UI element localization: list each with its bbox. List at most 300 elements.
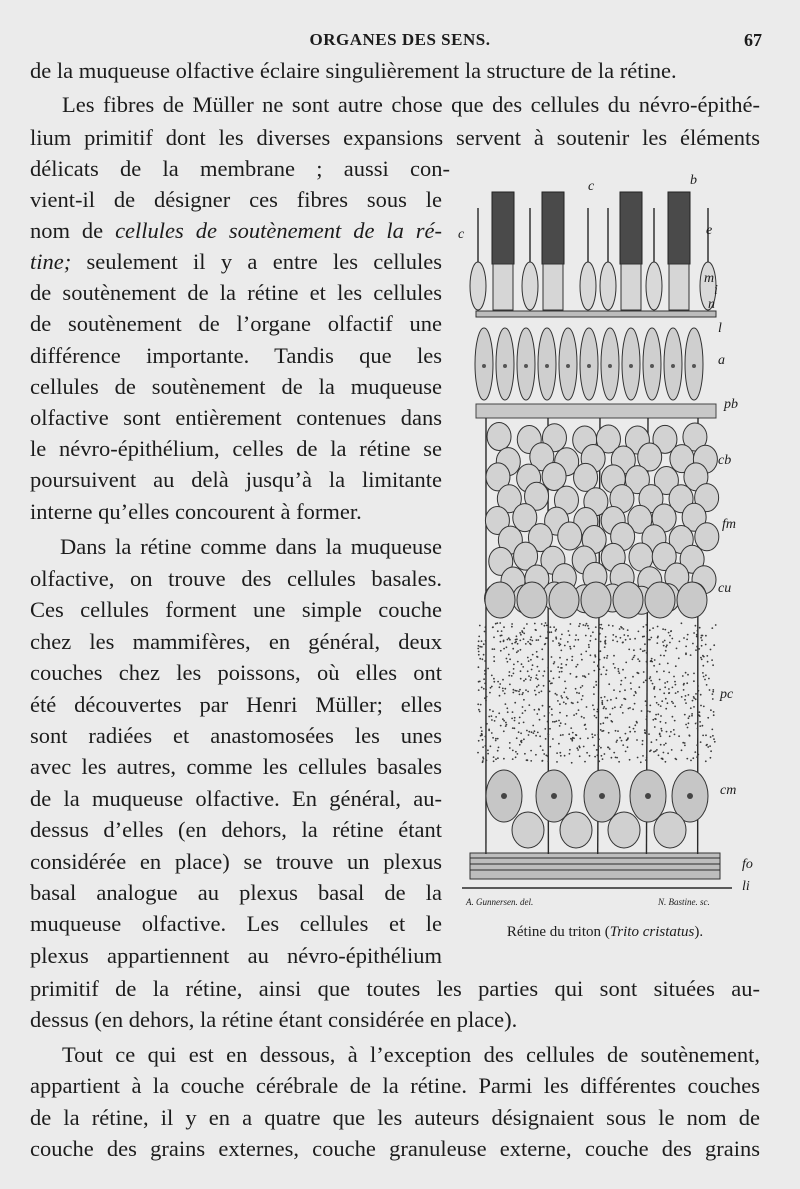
granular-dot — [493, 660, 495, 662]
granular-dot — [570, 727, 572, 729]
granular-dot — [629, 759, 631, 761]
text-line: vient-il de désigner ces fibres sous le — [30, 187, 442, 212]
granular-dot — [498, 712, 500, 714]
granular-dot — [664, 682, 666, 684]
granular-dot — [708, 678, 710, 680]
inner-nuclear-cell — [487, 422, 511, 450]
granular-dot — [497, 750, 499, 752]
granular-dot — [619, 737, 621, 739]
granular-dot — [478, 666, 480, 668]
granular-dot — [554, 721, 556, 723]
granular-dot — [524, 753, 526, 755]
granular-dot — [575, 688, 577, 690]
granular-dot — [492, 648, 494, 650]
granular-dot — [478, 636, 480, 638]
granular-dot — [530, 677, 532, 679]
granular-dot — [634, 724, 636, 726]
granular-dot — [657, 626, 659, 628]
granular-dot — [697, 647, 699, 649]
granular-dot — [605, 643, 607, 645]
rod-inner-segment — [621, 264, 641, 310]
granular-dot — [575, 666, 577, 668]
basal-cell — [677, 582, 707, 618]
granular-dot — [552, 738, 554, 740]
granular-dot — [632, 658, 634, 660]
granular-dot — [652, 627, 654, 629]
granular-dot — [500, 641, 502, 643]
granular-dot — [493, 756, 495, 758]
cone-body — [470, 262, 486, 310]
granular-dot — [540, 745, 542, 747]
granular-dot — [665, 698, 667, 700]
granular-dot — [551, 714, 553, 716]
granular-dot — [663, 645, 665, 647]
cell-nucleus — [551, 793, 557, 799]
granular-dot — [512, 727, 514, 729]
granular-dot — [560, 650, 562, 652]
text-line: Tout ce qui est en dessous, à l’exception des cellules de soutènement, — [62, 1042, 760, 1067]
granular-dot — [637, 658, 639, 660]
granular-dot — [565, 703, 567, 705]
granular-dot — [646, 718, 648, 720]
granular-dot — [617, 730, 619, 732]
granular-dot — [700, 657, 702, 659]
granular-dot — [581, 716, 583, 718]
granular-dot — [702, 672, 704, 674]
rod-outer-segment — [668, 192, 690, 264]
granular-dot — [632, 708, 634, 710]
granular-dot — [637, 757, 639, 759]
granular-dot — [649, 705, 651, 707]
granular-dot — [550, 626, 552, 628]
granular-dot — [604, 641, 606, 643]
granular-dot — [485, 689, 487, 691]
granular-dot — [705, 734, 707, 736]
granular-dot — [714, 741, 716, 743]
granular-dot — [586, 706, 588, 708]
text-span: nom de — [30, 218, 116, 243]
granular-dot — [484, 736, 486, 738]
granular-dot — [553, 626, 555, 628]
granular-dot — [686, 758, 688, 760]
granular-dot — [585, 625, 587, 627]
granular-dot — [564, 645, 566, 647]
granular-dot — [633, 728, 635, 730]
granular-dot — [697, 630, 699, 632]
granular-dot — [588, 646, 590, 648]
granular-dot — [556, 761, 558, 763]
granular-dot — [536, 651, 538, 653]
granular-dot — [490, 687, 492, 689]
granular-dot — [530, 750, 532, 752]
granular-dot — [639, 660, 641, 662]
granular-dot — [671, 701, 673, 703]
granular-dot — [622, 744, 624, 746]
granular-dot — [644, 729, 646, 731]
granular-dot — [568, 630, 570, 632]
granular-dot — [663, 655, 665, 657]
granular-dot — [646, 730, 648, 732]
text-line: de soutènement de l’organe olfactif une — [30, 311, 442, 336]
cell-nucleus — [671, 364, 675, 368]
granular-dot — [481, 640, 483, 642]
granular-dot — [541, 690, 543, 692]
granular-dot — [508, 675, 510, 677]
granular-dot — [710, 649, 712, 651]
granular-dot — [503, 648, 505, 650]
granular-dot — [552, 721, 554, 723]
granular-dot — [695, 723, 697, 725]
granular-dot — [697, 728, 699, 730]
granular-dot — [545, 622, 547, 624]
granular-dot — [493, 678, 495, 680]
granular-dot — [625, 733, 627, 735]
granular-dot — [610, 720, 612, 722]
granular-dot — [578, 692, 580, 694]
granular-dot — [488, 729, 490, 731]
text-line: délicats de la membrane ; aussi con- — [30, 156, 450, 181]
granular-dot — [608, 732, 610, 734]
granular-dot — [599, 624, 601, 626]
granular-dot — [665, 650, 667, 652]
ganglion-cell — [560, 812, 592, 848]
text-line: chez les mammifères, en général, deux — [30, 629, 442, 654]
granular-dot — [487, 753, 489, 755]
granular-dot — [546, 637, 548, 639]
granular-dot — [673, 729, 675, 731]
granular-dot — [563, 691, 565, 693]
granular-dot — [651, 741, 653, 743]
granular-dot — [614, 706, 616, 708]
granular-dot — [643, 671, 645, 673]
granular-dot — [685, 695, 687, 697]
figure-label-fo: fo — [742, 857, 753, 872]
granular-dot — [711, 627, 713, 629]
granular-dot — [671, 638, 673, 640]
granular-dot — [613, 752, 615, 754]
granular-dot — [525, 678, 527, 680]
granular-dot — [572, 737, 574, 739]
granular-dot — [682, 675, 684, 677]
granular-dot — [549, 746, 551, 748]
granular-dot — [547, 733, 549, 735]
granular-dot — [499, 683, 501, 685]
granular-dot — [489, 709, 491, 711]
granular-dot — [600, 627, 602, 629]
granular-dot — [656, 702, 658, 704]
granular-dot — [596, 749, 598, 751]
granular-dot — [571, 740, 573, 742]
rod-inner-segment — [493, 264, 513, 310]
granular-dot — [483, 688, 485, 690]
granular-dot — [582, 675, 584, 677]
granular-dot — [479, 646, 481, 648]
granular-dot — [687, 727, 689, 729]
granular-dot — [643, 681, 645, 683]
granular-dot — [587, 625, 589, 627]
granular-dot — [612, 639, 614, 641]
granular-dot — [598, 738, 600, 740]
granular-dot — [522, 631, 524, 633]
granular-dot — [519, 632, 521, 634]
granular-dot — [482, 761, 484, 763]
granular-dot — [654, 659, 656, 661]
granular-dot — [663, 692, 665, 694]
granular-dot — [643, 636, 645, 638]
granular-dot — [691, 713, 693, 715]
granular-dot — [537, 666, 539, 668]
granular-dot — [538, 709, 540, 711]
granular-dot — [559, 725, 561, 727]
granular-dot — [484, 673, 486, 675]
granular-dot — [546, 625, 548, 627]
granular-dot — [634, 703, 636, 705]
granular-dot — [701, 645, 703, 647]
granular-dot — [531, 731, 533, 733]
granular-dot — [576, 692, 578, 694]
figure-label-i: i — [714, 283, 718, 298]
granular-dot — [487, 749, 489, 751]
granular-dot — [622, 642, 624, 644]
granular-dot — [543, 753, 545, 755]
granular-dot — [616, 741, 618, 743]
granular-dot — [661, 700, 663, 702]
granular-dot — [701, 639, 703, 641]
granular-dot — [671, 749, 673, 751]
granular-dot — [599, 633, 601, 635]
granular-dot — [520, 678, 522, 680]
granular-dot — [565, 723, 567, 725]
granular-dot — [615, 730, 617, 732]
granular-dot — [567, 641, 569, 643]
granular-dot — [699, 725, 701, 727]
granular-dot — [688, 734, 690, 736]
granular-dot — [527, 691, 529, 693]
granular-dot — [484, 670, 486, 672]
granular-dot — [650, 637, 652, 639]
basal-cell — [549, 582, 579, 618]
retina-illustration — [452, 168, 774, 920]
granular-dot — [512, 750, 514, 752]
granular-dot — [622, 669, 624, 671]
granular-dot — [501, 630, 503, 632]
granular-dot — [519, 744, 521, 746]
granular-dot — [644, 643, 646, 645]
granular-dot — [530, 639, 532, 641]
granular-dot — [600, 650, 602, 652]
granular-dot — [518, 722, 520, 724]
granular-dot — [688, 694, 690, 696]
granular-dot — [659, 679, 661, 681]
granular-dot — [669, 735, 671, 737]
granular-dot — [526, 730, 528, 732]
granular-dot — [695, 625, 697, 627]
granular-dot — [491, 715, 493, 717]
figure-label-pb: pb — [724, 397, 738, 412]
cone-body — [522, 262, 538, 310]
granular-dot — [698, 648, 700, 650]
granular-dot — [515, 751, 517, 753]
granular-dot — [535, 694, 537, 696]
granular-dot — [489, 692, 491, 694]
running-head — [0, 30, 800, 54]
figure-label-li: li — [742, 879, 750, 894]
granular-dot — [629, 638, 631, 640]
granular-dot — [560, 667, 562, 669]
granular-dot — [566, 696, 568, 698]
granular-dot — [575, 734, 577, 736]
granular-dot — [559, 645, 561, 647]
inner-nuclear-cell — [558, 522, 582, 550]
granular-dot — [695, 698, 697, 700]
granular-dot — [593, 670, 595, 672]
granular-dot — [690, 760, 692, 762]
granular-dot — [623, 634, 625, 636]
granular-dot — [500, 725, 502, 727]
granular-dot — [629, 707, 631, 709]
granular-dot — [559, 657, 561, 659]
granular-dot — [684, 745, 686, 747]
granular-dot — [642, 755, 644, 757]
granular-dot — [629, 726, 631, 728]
granular-dot — [712, 693, 714, 695]
granular-dot — [696, 744, 698, 746]
granular-dot — [645, 759, 647, 761]
granular-dot — [582, 695, 584, 697]
granular-dot — [604, 696, 606, 698]
granular-dot — [577, 749, 579, 751]
granular-dot — [667, 752, 669, 754]
granular-dot — [560, 722, 562, 724]
granular-dot — [564, 755, 566, 757]
granular-dot — [561, 634, 563, 636]
granular-dot — [555, 629, 557, 631]
granular-dot — [536, 639, 538, 641]
granular-dot — [697, 722, 699, 724]
granular-dot — [682, 742, 684, 744]
granular-dot — [645, 680, 647, 682]
granular-dot — [628, 649, 630, 651]
granular-dot — [593, 709, 595, 711]
granular-dot — [530, 760, 532, 762]
granular-dot — [656, 671, 658, 673]
granular-dot — [498, 747, 500, 749]
granular-dot — [484, 697, 486, 699]
figure-label-cm: cm — [720, 783, 737, 798]
granular-dot — [527, 670, 529, 672]
granular-dot — [672, 687, 674, 689]
granular-dot — [595, 681, 597, 683]
granular-dot — [628, 708, 630, 710]
granular-dot — [595, 717, 597, 719]
granular-dot — [557, 700, 559, 702]
granular-dot — [550, 631, 552, 633]
granular-dot — [519, 694, 521, 696]
granular-dot — [569, 634, 571, 636]
granular-dot — [677, 691, 679, 693]
granular-dot — [705, 635, 707, 637]
granular-dot — [594, 734, 596, 736]
granular-dot — [597, 734, 599, 736]
granular-dot — [630, 682, 632, 684]
granular-dot — [570, 648, 572, 650]
granular-dot — [590, 635, 592, 637]
granular-dot — [570, 623, 572, 625]
granular-dot — [607, 717, 609, 719]
granular-dot — [565, 664, 567, 666]
granular-dot — [712, 691, 714, 693]
granular-dot — [686, 682, 688, 684]
granular-dot — [675, 684, 677, 686]
granular-dot — [534, 623, 536, 625]
granular-dot — [592, 704, 594, 706]
granular-dot — [573, 714, 575, 716]
cell-nucleus — [524, 364, 528, 368]
granular-dot — [664, 686, 666, 688]
granular-dot — [534, 709, 536, 711]
text-line: dessus d’elles (en dehors, la rétine étant — [30, 817, 442, 842]
granular-dot — [646, 757, 648, 759]
text-line: Dans la rétine comme dans la muqueuse — [60, 534, 442, 559]
granular-dot — [603, 706, 605, 708]
granular-dot — [583, 717, 585, 719]
granular-dot — [520, 649, 522, 651]
granular-dot — [535, 735, 537, 737]
figure-label-c-left: c — [458, 227, 465, 242]
granular-dot — [687, 674, 689, 676]
granular-dot — [600, 674, 602, 676]
inner-nuclear-cell — [542, 462, 566, 490]
text-span: seulement il y a entre les cellules — [71, 249, 442, 274]
granular-dot — [713, 644, 715, 646]
granular-dot — [705, 760, 707, 762]
granular-dot — [507, 711, 509, 713]
granular-dot — [562, 734, 564, 736]
text-line: poursuivent au delà jusqu’à la limitante — [30, 467, 442, 492]
granular-dot — [681, 622, 683, 624]
granular-dot — [517, 643, 519, 645]
granular-dot — [531, 669, 533, 671]
granular-dot — [665, 761, 667, 763]
granular-dot — [492, 626, 494, 628]
granular-dot — [638, 686, 640, 688]
granular-dot — [560, 755, 562, 757]
granular-dot — [477, 648, 479, 650]
granular-dot — [544, 670, 546, 672]
granular-dot — [584, 761, 586, 763]
caption-text: Rétine du triton ( — [506, 924, 610, 940]
cone-body — [600, 262, 616, 310]
granular-dot — [509, 639, 511, 641]
text-line: couches chez les poissons, où elles ont — [30, 660, 442, 685]
granular-dot — [679, 641, 681, 643]
granular-dot — [660, 721, 662, 723]
granular-dot — [692, 757, 694, 759]
figure-label-pc: pc — [720, 687, 734, 702]
granular-dot — [688, 722, 690, 724]
granular-dot — [619, 691, 621, 693]
granular-dot — [578, 709, 580, 711]
granular-dot — [690, 654, 692, 656]
granular-dot — [605, 717, 607, 719]
text-line: plexus appartiennent au névro-épithélium — [30, 943, 442, 968]
granular-dot — [594, 756, 596, 758]
caption-end: ). — [694, 924, 704, 940]
granular-dot — [635, 692, 637, 694]
granular-dot — [517, 661, 519, 663]
granular-dot — [678, 657, 680, 659]
granular-dot — [650, 749, 652, 751]
